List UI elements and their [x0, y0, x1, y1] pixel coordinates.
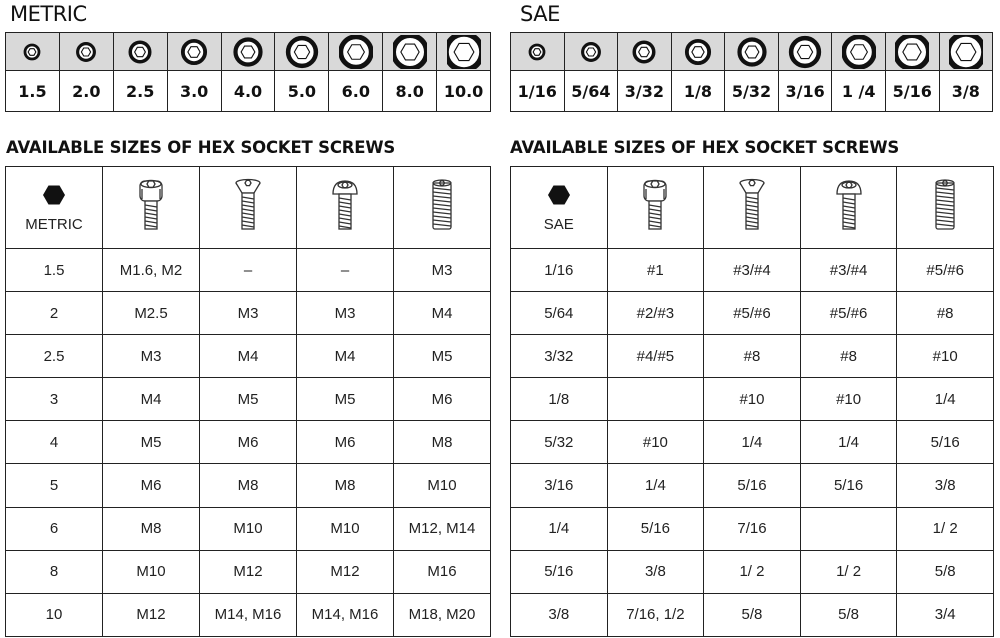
metric-size-label: 6.0	[341, 81, 370, 101]
sae-screw-table	[510, 166, 994, 637]
table-cell: M3	[200, 292, 297, 335]
table-cell: 8	[6, 550, 103, 593]
table-cell: M12	[297, 550, 394, 593]
hex-key-icon	[511, 182, 607, 212]
table-cell: 1/4	[607, 464, 704, 507]
table-cell: #8	[897, 292, 994, 335]
table-cell: #5/#6	[897, 249, 994, 292]
table-cell: M10	[200, 507, 297, 550]
table-cell: 10	[6, 593, 103, 636]
table-cell	[800, 507, 897, 550]
table-cell: 5/64	[511, 292, 608, 335]
table-cell: M2.5	[103, 292, 200, 335]
table-row	[511, 292, 994, 335]
table-cell: M10	[103, 550, 200, 593]
metric-size-cell	[437, 33, 490, 111]
table-row	[6, 421, 491, 464]
sae-size-cell	[832, 33, 886, 111]
table-cell: 6	[6, 507, 103, 550]
table-cell: #1	[607, 249, 704, 292]
table-cell: 5/8	[897, 550, 994, 593]
table-row	[511, 335, 994, 378]
table-cell: M4	[297, 335, 394, 378]
hex-socket-icon	[832, 33, 885, 71]
sae-size-label: 1/16	[517, 81, 557, 101]
table-cell: #10	[897, 335, 994, 378]
metric-size-strip	[5, 32, 491, 112]
socket-head-column-header	[607, 167, 704, 249]
metric-size-label: 10.0	[443, 81, 484, 101]
sae-table-heading: AVAILABLE SIZES OF HEX SOCKET SCREWS	[510, 138, 900, 157]
table-cell: 1/8	[511, 378, 608, 421]
metric-size-cell	[168, 33, 222, 111]
table-row	[6, 550, 491, 593]
table-cell: 3/8	[897, 464, 994, 507]
sae-title: SAE	[520, 2, 560, 26]
table-cell: #5/#6	[800, 292, 897, 335]
sae-size-label: 3/8	[951, 81, 980, 101]
table-cell: 5/16	[897, 421, 994, 464]
sae-size-cell	[672, 33, 726, 111]
table-cell: M6	[394, 378, 491, 421]
table-cell: 3	[6, 378, 103, 421]
table-row	[511, 550, 994, 593]
table-cell: 5/8	[704, 593, 801, 636]
table-row	[511, 421, 994, 464]
hex-socket-icon	[618, 33, 671, 71]
button-head-screw-icon	[801, 177, 897, 239]
table-cell: 5/8	[800, 593, 897, 636]
table-cell: 4	[6, 421, 103, 464]
table-cell: #10	[704, 378, 801, 421]
table-cell: #10	[607, 421, 704, 464]
sae-size-label: 5/16	[892, 81, 932, 101]
button-head-column-header	[297, 167, 394, 249]
sae-size-cell	[511, 33, 565, 111]
sae-size-label: 1/8	[683, 81, 713, 101]
table-cell: #8	[704, 335, 801, 378]
metric-size-cell	[275, 33, 329, 111]
sae-size-cell	[940, 33, 993, 111]
socket-head-cap-screw-icon	[608, 177, 704, 239]
hex-socket-icon	[114, 33, 167, 71]
metric-screw-table	[5, 166, 491, 637]
button-head-screw-icon	[297, 177, 393, 239]
table-cell: 1.5	[6, 249, 103, 292]
sae-size-cell	[886, 33, 940, 111]
table-cell: 3/8	[511, 593, 608, 636]
table-cell: 7/16	[704, 507, 801, 550]
sae-size-cell	[779, 33, 833, 111]
flat-head-column-header	[704, 167, 801, 249]
table-cell: M5	[297, 378, 394, 421]
table-cell: M6	[200, 421, 297, 464]
hex-key-icon	[6, 182, 102, 212]
table-cell: 1/16	[511, 249, 608, 292]
table-cell: M6	[297, 421, 394, 464]
metric-size-cell	[60, 33, 114, 111]
set-screw-icon	[394, 177, 490, 239]
metric-size-cell	[329, 33, 383, 111]
sae-size-cell	[618, 33, 672, 111]
table-cell: 1/4	[897, 378, 994, 421]
sae-corner-header	[511, 167, 608, 249]
table-row	[6, 378, 491, 421]
table-cell: M8	[394, 421, 491, 464]
hex-socket-icon	[275, 33, 328, 71]
hex-socket-icon	[725, 33, 778, 71]
table-cell: 1/ 2	[800, 550, 897, 593]
table-cell: M12	[103, 593, 200, 636]
metric-size-cell	[6, 33, 60, 111]
hex-socket-icon	[329, 33, 382, 71]
table-cell: 1/ 2	[704, 550, 801, 593]
table-cell: M12, M14	[394, 507, 491, 550]
table-row	[511, 464, 994, 507]
sae-size-label: 5/32	[731, 81, 772, 101]
flat-head-screw-icon	[704, 177, 800, 239]
set-screw-icon	[897, 177, 993, 239]
metric-size-label: 1.5	[18, 81, 47, 101]
hex-socket-icon	[565, 33, 618, 71]
table-cell: –	[297, 249, 394, 292]
table-cell: M5	[103, 421, 200, 464]
table-row	[6, 249, 491, 292]
table-row	[6, 464, 491, 507]
table-cell: 5/16	[704, 464, 801, 507]
table-cell: 1/4	[800, 421, 897, 464]
table-cell: 1/ 2	[897, 507, 994, 550]
sae-size-cell	[725, 33, 779, 111]
table-row	[511, 378, 994, 421]
table-cell: M3	[103, 335, 200, 378]
table-cell: M16	[394, 550, 491, 593]
table-cell: 7/16, 1/2	[607, 593, 704, 636]
button-head-column-header	[800, 167, 897, 249]
table-cell: –	[200, 249, 297, 292]
table-cell: M14, M16	[200, 593, 297, 636]
table-cell: M8	[103, 507, 200, 550]
hex-socket-icon	[672, 33, 725, 71]
sae-size-label: 5/64	[571, 81, 611, 101]
table-cell: M4	[103, 378, 200, 421]
table-cell: 3/4	[897, 593, 994, 636]
table-row	[511, 249, 994, 292]
table-cell: 5	[6, 464, 103, 507]
metric-size-cell	[222, 33, 276, 111]
table-cell: 1/4	[511, 507, 608, 550]
table-row	[511, 593, 994, 636]
hex-socket-icon	[222, 33, 275, 71]
table-cell: 5/16	[511, 550, 608, 593]
metric-size-label: 2.0	[72, 81, 101, 101]
socket-head-column-header	[103, 167, 200, 249]
table-row	[6, 335, 491, 378]
metric-title: METRIC	[10, 2, 87, 26]
flat-head-column-header	[200, 167, 297, 249]
table-cell: M12	[200, 550, 297, 593]
table-cell: #10	[800, 378, 897, 421]
table-cell: M3	[297, 292, 394, 335]
table-cell: M18, M20	[394, 593, 491, 636]
table-cell: 3/8	[607, 550, 704, 593]
sae-corner-label: SAE	[543, 216, 574, 233]
table-cell: 5/16	[607, 507, 704, 550]
sae-size-label: 1 /4	[841, 81, 876, 101]
table-cell: #3/#4	[800, 249, 897, 292]
table-cell: 1/4	[704, 421, 801, 464]
table-cell: 3/32	[511, 335, 608, 378]
set-screw-column-header	[394, 167, 491, 249]
metric-size-label: 4.0	[233, 81, 263, 101]
metric-size-cell	[383, 33, 437, 111]
metric-size-label: 5.0	[287, 81, 317, 101]
table-cell: 5/32	[511, 421, 608, 464]
sae-size-label: 3/16	[785, 81, 825, 101]
metric-header-row	[6, 167, 491, 249]
hex-socket-icon	[886, 33, 939, 71]
table-cell: M10	[297, 507, 394, 550]
table-cell: M8	[200, 464, 297, 507]
socket-head-cap-screw-icon	[103, 177, 199, 239]
table-cell: #8	[800, 335, 897, 378]
table-cell: #2/#3	[607, 292, 704, 335]
table-cell: M10	[394, 464, 491, 507]
table-row	[6, 507, 491, 550]
table-cell: #4/#5	[607, 335, 704, 378]
hex-socket-icon	[6, 33, 59, 71]
sae-size-cell	[565, 33, 619, 111]
hex-socket-icon	[511, 33, 564, 71]
table-cell: 2.5	[6, 335, 103, 378]
hex-socket-icon	[168, 33, 221, 71]
metric-size-label: 3.0	[179, 81, 209, 101]
sae-size-strip	[510, 32, 993, 112]
table-cell: M4	[394, 292, 491, 335]
table-cell	[607, 378, 704, 421]
table-cell: M3	[394, 249, 491, 292]
table-row	[6, 292, 491, 335]
metric-corner-header	[6, 167, 103, 249]
table-cell: 3/16	[511, 464, 608, 507]
table-cell: 2	[6, 292, 103, 335]
hex-socket-icon	[437, 33, 490, 71]
table-cell: M6	[103, 464, 200, 507]
table-cell: 5/16	[800, 464, 897, 507]
table-row	[6, 593, 491, 636]
table-cell: M5	[394, 335, 491, 378]
flat-head-screw-icon	[200, 177, 296, 239]
hex-socket-icon	[940, 33, 993, 71]
table-cell: M14, M16	[297, 593, 394, 636]
metric-table-heading: AVAILABLE SIZES OF HEX SOCKET SCREWS	[6, 138, 396, 157]
table-cell: M4	[200, 335, 297, 378]
table-cell: M5	[200, 378, 297, 421]
hex-socket-icon	[383, 33, 436, 71]
table-cell: #3/#4	[704, 249, 801, 292]
metric-size-cell	[114, 33, 168, 111]
table-row	[511, 507, 994, 550]
metric-size-label: 2.5	[126, 81, 155, 101]
sae-header-row	[511, 167, 994, 249]
table-cell: #5/#6	[704, 292, 801, 335]
set-screw-column-header	[897, 167, 994, 249]
hex-socket-icon	[60, 33, 113, 71]
table-cell: M1.6, M2	[103, 249, 200, 292]
hex-socket-icon	[779, 33, 832, 71]
metric-corner-label: METRIC	[25, 216, 83, 233]
table-cell: M8	[297, 464, 394, 507]
metric-size-label: 8.0	[395, 81, 424, 101]
sae-size-label: 3/32	[624, 81, 665, 101]
